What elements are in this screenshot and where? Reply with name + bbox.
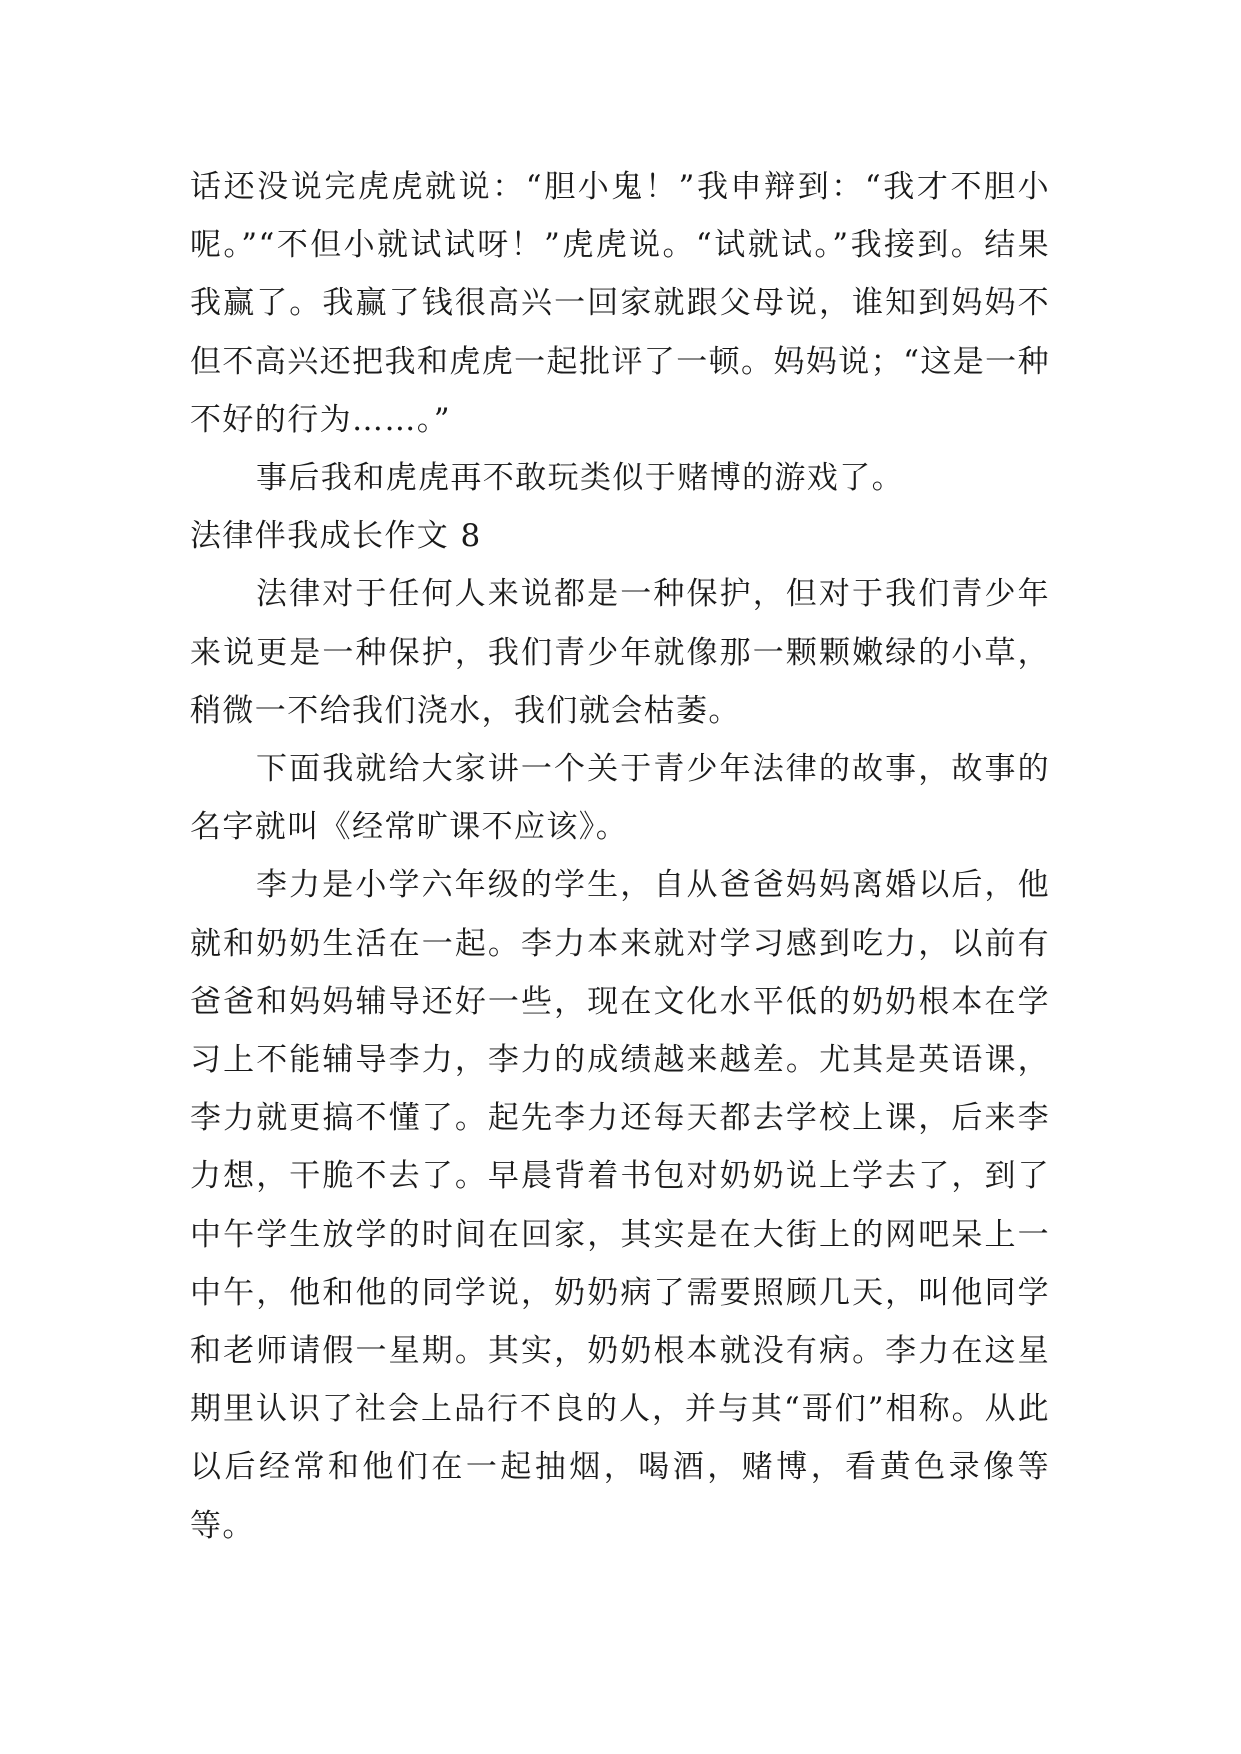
- paragraph-aftermath: 事后我和虎虎再不敢玩类似于赌博的游戏了。: [256, 460, 904, 497]
- document-page: [190, 158, 1050, 1555]
- essay-heading: 法律伴我成长作文 8: [190, 518, 482, 555]
- paragraph-law-protection: 法律对于任何人来说都是一种保护，但对于我们青少年来说更是一种保护，我们青少年就像那一颗颗嫩绿的小草，稍微一不给我们浇水，我们就会枯萎。: [190, 576, 1050, 729]
- paragraph-story-body: 李力是小学六年级的学生，自从爸爸妈妈离婚以后，他就和奶奶生活在一起。李力本来就对学习感到吃力，以前有爸爸和妈妈辅导还好一些，现在文化水平低的奶奶根本在学习上不能辅导李力，李力的成绩越来越差。尤其是英语课，李力就更搞不懂了。起先李力还每天都去学校上课，后来李力想，干脆不去了。早晨背着书包对奶奶说上学去了，到了中午学生放学的时间在回家，其实是在大街上的网吧呆上一中午，他和他的同学说，奶奶病了需要照顾几天，叫他同学和老师请假一星期。其实，奶奶根本就没有病。李力在这星期里认识了社会上品行不良的人，并与其“哥们”相称。从此以后经常和他们在一起抽烟，喝酒，赌博，看黄色录像等等。: [190, 867, 1050, 1544]
- paragraph-dialogue: 话还没说完虎虎就说：“胆小鬼！”我申辩到：“我才不胆小呢。”“不但小就试试呀！”虎虎说。“试就试。”我接到。结果我赢了。我赢了钱很高兴一回家就跟父母说，谁知到妈妈不但不高兴还把我和虎虎一起批评了一顿。妈妈说；“这是一种不好的行为……。”: [190, 169, 1050, 438]
- paragraph-story-intro: 下面我就给大家讲一个关于青少年法律的故事，故事的名字就叫《经常旷课不应该》。: [190, 751, 1050, 846]
